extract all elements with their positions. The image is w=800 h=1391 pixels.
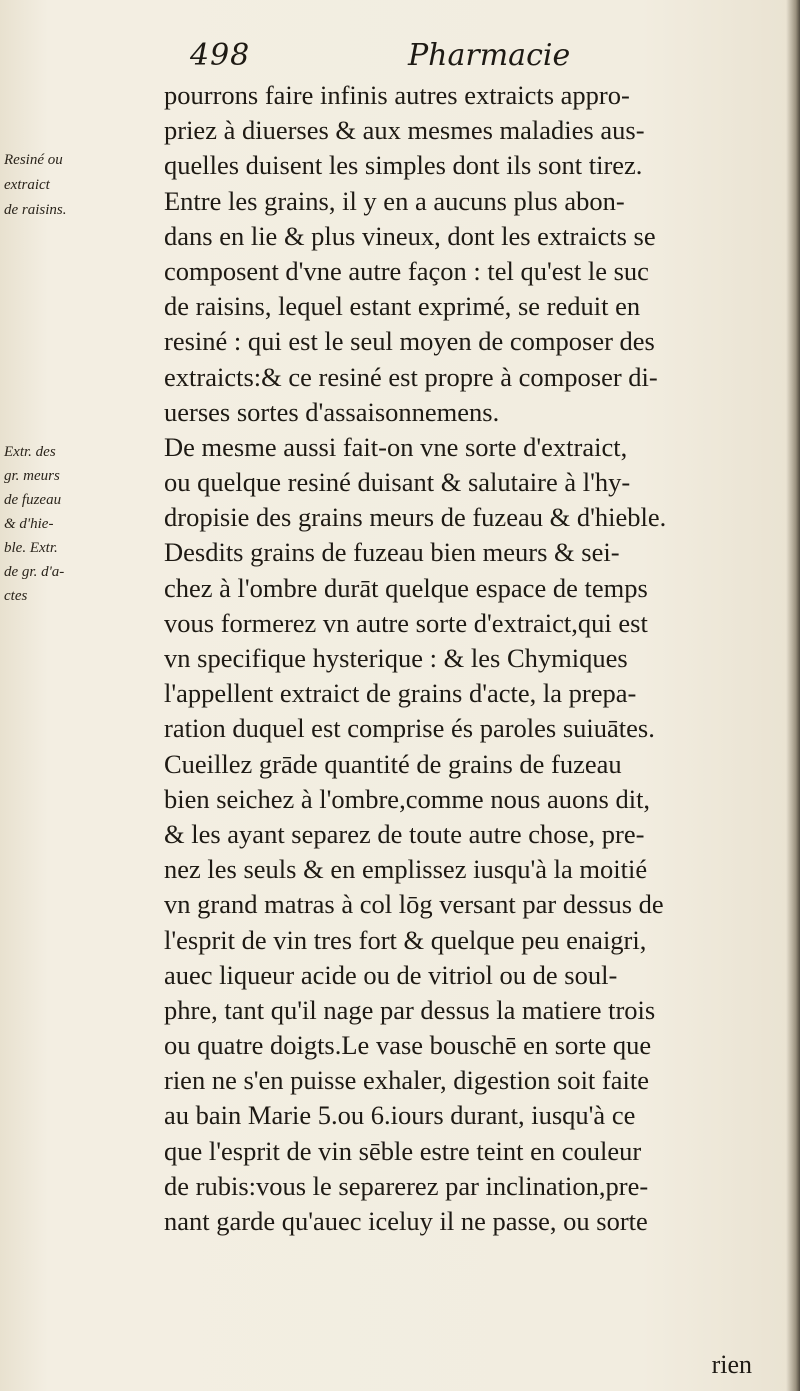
text-line: priez à diuerses & aux mesmes maladies aus-	[164, 115, 645, 146]
text-line: resiné : qui est le seul moyen de composer des	[164, 326, 655, 357]
text-line: chez à l'ombre durāt quelque espace de temps	[164, 572, 648, 603]
margin-note-line: de gr. d'a-	[4, 564, 65, 580]
margin-note-line: ble. Extr.	[4, 540, 58, 556]
margin-note-raisins	[4, 148, 164, 223]
text-line: dropisie des grains meurs de fuzeau & d'hieble.	[164, 502, 667, 533]
text-line: vn grand matras à col lōg versant par dessus de	[164, 889, 664, 920]
text-line: vous formerez vn autre sorte d'extraict,qui est	[164, 607, 648, 638]
text-line: ou quatre doigts.Le vase bouschē en sorte que	[164, 1030, 652, 1061]
catchword: rien	[711, 1350, 752, 1379]
text-line: quelles duisent les simples dont ils sont tirez.	[164, 150, 643, 181]
text-line: Entre les grains, il y en a aucuns plus abon-	[164, 185, 625, 216]
text-line: dans en lie & plus vineux, dont les extraicts se	[164, 220, 656, 251]
text-line: nez les seuls & en emplissez iusqu'à la moitié	[164, 854, 648, 885]
margin-note-line: Extr. des	[4, 444, 56, 460]
running-title: Pharmacie	[408, 38, 571, 73]
margin-note-fuzeau	[4, 440, 164, 608]
text-line: auec liqueur acide ou de vitriol ou de soul-	[164, 959, 618, 990]
margin-note-line: ctes	[4, 588, 28, 604]
text-line: uerses sortes d'assaisonnemens.	[164, 396, 500, 427]
text-line: Desdits grains de fuzeau bien meurs & sei-	[164, 537, 620, 568]
text-line: que l'esprit de vin sēble estre teint en couleur	[164, 1135, 642, 1166]
text-line: & les ayant separez de toute autre chose, pre-	[164, 818, 645, 849]
text-line: nant garde qu'auec iceluy il ne passe, ou sorte	[164, 1206, 648, 1236]
body-text	[164, 78, 792, 1239]
text-line: composent d'vne autre façon : tel qu'est le suc	[164, 255, 649, 286]
text-line: De mesme aussi fait-on vne sorte d'extraict,	[164, 431, 628, 462]
text-line: de rubis:vous le separerez par inclination,pre-	[164, 1170, 649, 1201]
page-number: 498	[190, 38, 251, 73]
margin-note-line: de fuzeau	[4, 492, 62, 508]
margin-note-line: Resiné ou	[4, 152, 63, 168]
text-line: ou quelque resiné duisant & salutaire à l'hy-	[164, 467, 631, 498]
text-line: phre, tant qu'il nage par dessus la matiere trois	[164, 994, 656, 1025]
running-head	[190, 38, 790, 78]
margin-note-line: gr. meurs	[4, 468, 60, 484]
text-line: ration duquel est comprise és paroles suiuātes.	[164, 713, 655, 744]
text-line: pourrons faire infinis autres extraicts appro-	[164, 80, 630, 110]
margin-note-line: de raisins.	[4, 202, 67, 218]
margin-note-line: & d'hie-	[4, 516, 54, 532]
text-line: Cueillez grāde quantité de grains de fuzeau	[164, 748, 622, 779]
text-line: au bain Marie 5.ou 6.iours durant, iusqu'à ce	[164, 1100, 636, 1131]
text-line: bien seichez à l'ombre,comme nous auons dit,	[164, 783, 651, 814]
text-line: rien ne s'en puisse exhaler, digestion soit faite	[164, 1065, 649, 1096]
text-line: l'esprit de vin tres fort & quelque peu enaigri,	[164, 924, 647, 955]
text-line: extraicts:& ce resiné est propre à composer di-	[164, 361, 658, 392]
text-line: vn specifique hysterique : & les Chymiques	[164, 643, 628, 673]
text-line: de raisins, lequel estant exprimé, se reduit en	[164, 291, 641, 322]
margin-note-line: extraict	[4, 177, 50, 193]
text-line: l'appellent extraict de grains d'acte, la prepa-	[164, 678, 637, 709]
